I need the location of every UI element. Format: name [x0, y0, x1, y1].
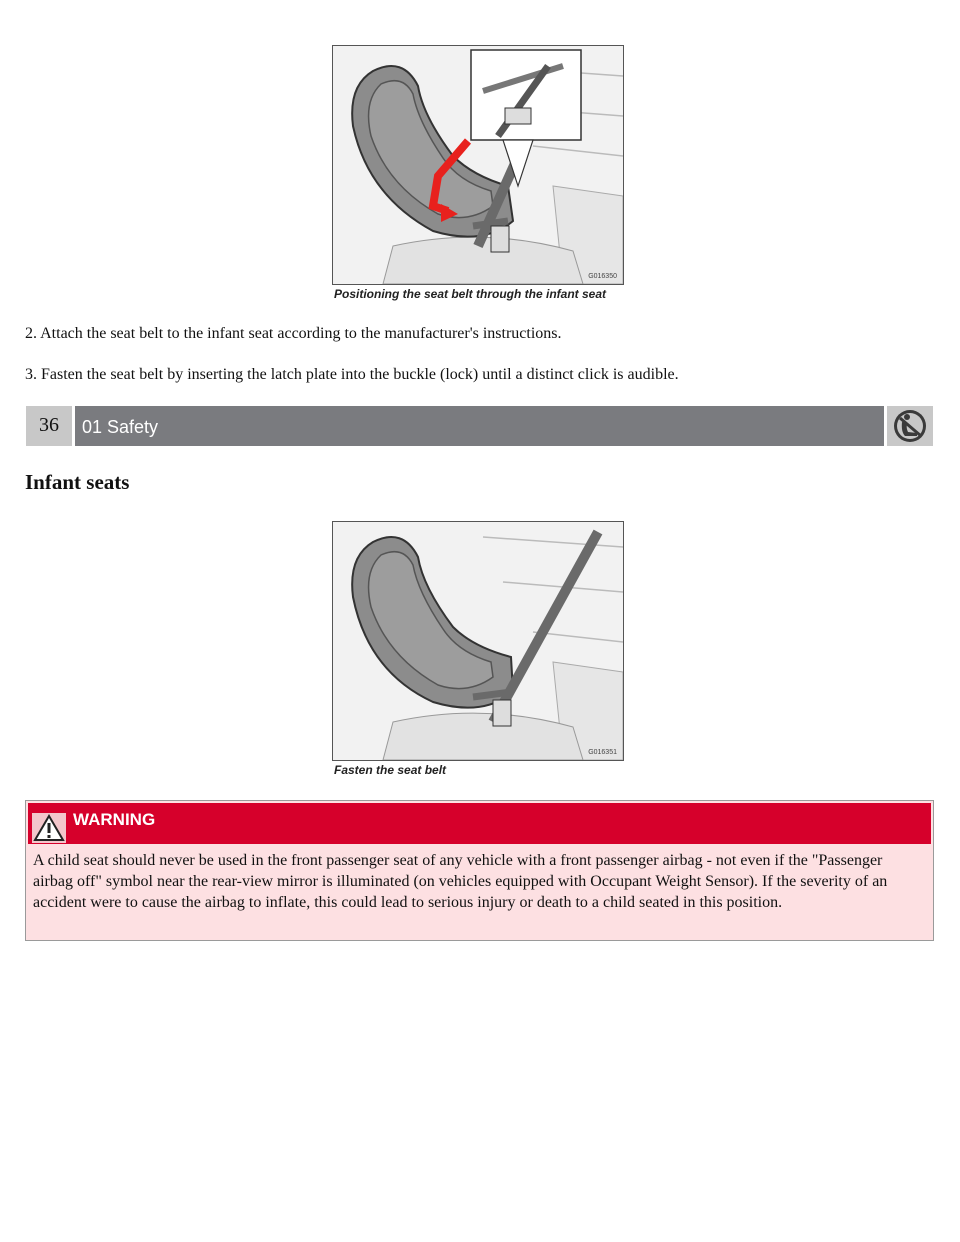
instruction-step-2: 2. Attach the seat belt to the infant seat according to the manufacturer's instructions.: [25, 325, 562, 342]
page-number: 36: [26, 406, 72, 446]
infant-seat-fastened-illustration: [333, 522, 623, 760]
section-title: 01 Safety: [75, 406, 884, 446]
section-header-bar: [26, 406, 933, 446]
child-seat-icon: [887, 406, 933, 446]
warning-box: [25, 800, 934, 941]
figure-caption: Positioning the seat belt through the infant seat: [334, 287, 607, 301]
instruction-step-3: 3. Fasten the seat belt by inserting the latch plate into the buckle (lock) until a distinct click is audible.: [25, 366, 679, 383]
section-heading: Infant seats: [25, 470, 130, 494]
illustration-infant-seat-belt-routing: [332, 45, 624, 285]
figure-code: G016350: [588, 273, 617, 280]
figure-fasten-belt: [332, 521, 624, 777]
infant-seat-illustration: [333, 46, 623, 284]
warning-text: A child seat should never be used in the front passenger seat of any vehicle with a front passenger airbag - not even if the "Passenger airbag off" symbol near the rear-view mirror is illuminated (on vehicles equipped with Occupant Weight Sensor). If the severity of an accident were to cause the airbag to inflate, this could lead to serious injury or death to a child seated in this position.: [33, 852, 888, 911]
figure-caption: Fasten the seat belt: [334, 763, 447, 777]
figure-code: G016351: [588, 749, 617, 756]
figure-positioning-belt: [332, 45, 624, 301]
warning-triangle-icon: [32, 813, 66, 843]
warning-label: WARNING: [73, 810, 156, 829]
illustration-infant-seat-fastened: [332, 521, 624, 761]
warning-header: [28, 803, 931, 844]
